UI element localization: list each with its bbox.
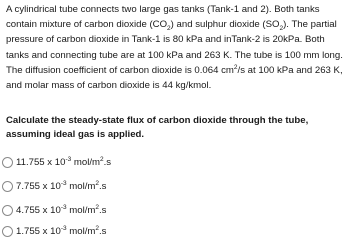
option-mantissa: 11.755 x 10 bbox=[16, 156, 66, 168]
answer-option-label bbox=[16, 226, 106, 237]
option-unit-tail: .s bbox=[99, 204, 107, 216]
radio-button[interactable] bbox=[2, 226, 13, 237]
subscript: 2 bbox=[279, 25, 284, 33]
option-unit: mol/m bbox=[71, 156, 100, 168]
option-unit-tail: .s bbox=[99, 225, 107, 237]
question-text-part: ) and sulphur dioxide (SO bbox=[170, 19, 280, 31]
radio-button[interactable] bbox=[2, 181, 13, 192]
option-unit-tail: .s bbox=[99, 180, 107, 192]
answer-option-2[interactable] bbox=[2, 177, 106, 195]
answer-option-label bbox=[16, 157, 111, 168]
option-mantissa: 1.755 x 10 bbox=[16, 225, 61, 237]
answer-option-label bbox=[16, 205, 106, 216]
question-prompt: Calculate the steady-state flux of carbon dioxide through the tube, assuming ideal gas is applied. bbox=[6, 115, 309, 140]
answer-option-4[interactable] bbox=[2, 222, 106, 240]
option-unit-exponent: 2 bbox=[95, 203, 99, 211]
question-text-part: /s at 100 kPa and 263 K, and molar mass of carbon dioxide is 44 kg/kmol. bbox=[6, 64, 343, 92]
option-mantissa: 4.755 x 10 bbox=[16, 204, 61, 216]
answer-option-label bbox=[16, 181, 106, 192]
option-exponent: -3 bbox=[60, 224, 67, 232]
answer-option-1[interactable] bbox=[2, 153, 111, 171]
option-exponent: -3 bbox=[60, 203, 67, 211]
question-text bbox=[6, 2, 348, 93]
radio-button[interactable] bbox=[2, 157, 13, 168]
radio-button[interactable] bbox=[2, 205, 13, 216]
superscript: 2 bbox=[233, 63, 238, 71]
option-unit: mol/m bbox=[66, 225, 96, 237]
answer-option-3[interactable] bbox=[2, 201, 106, 219]
option-unit: mol/m bbox=[66, 180, 96, 192]
option-unit-tail: .s bbox=[103, 156, 112, 168]
option-unit-exponent: 2 bbox=[95, 179, 99, 187]
question-text-part: A cylindrical tube connects two large gas tanks (Tank-1 and 2). Both tanks contain mixture of carbon dioxide (CO bbox=[6, 4, 320, 31]
option-exponent: -3 bbox=[65, 155, 72, 163]
option-unit-exponent: 2 bbox=[95, 224, 99, 232]
question-text-part: ). The partial pressure of carbon dioxide in Tank-1 is 80 kPa and inTank-2 is 20kPa. Both tanks and connecting tube are at 100 kPa and 263 K. The tube is 100 mm long. The diffusion coefficient of carbon dioxide is 0.064 cm bbox=[6, 19, 343, 76]
subscript: 2 bbox=[167, 25, 171, 33]
option-exponent: -3 bbox=[60, 179, 67, 187]
option-unit-exponent: 2 bbox=[100, 155, 104, 163]
option-mantissa: 7.755 x 10 bbox=[16, 180, 61, 192]
option-unit: mol/m bbox=[66, 204, 96, 216]
